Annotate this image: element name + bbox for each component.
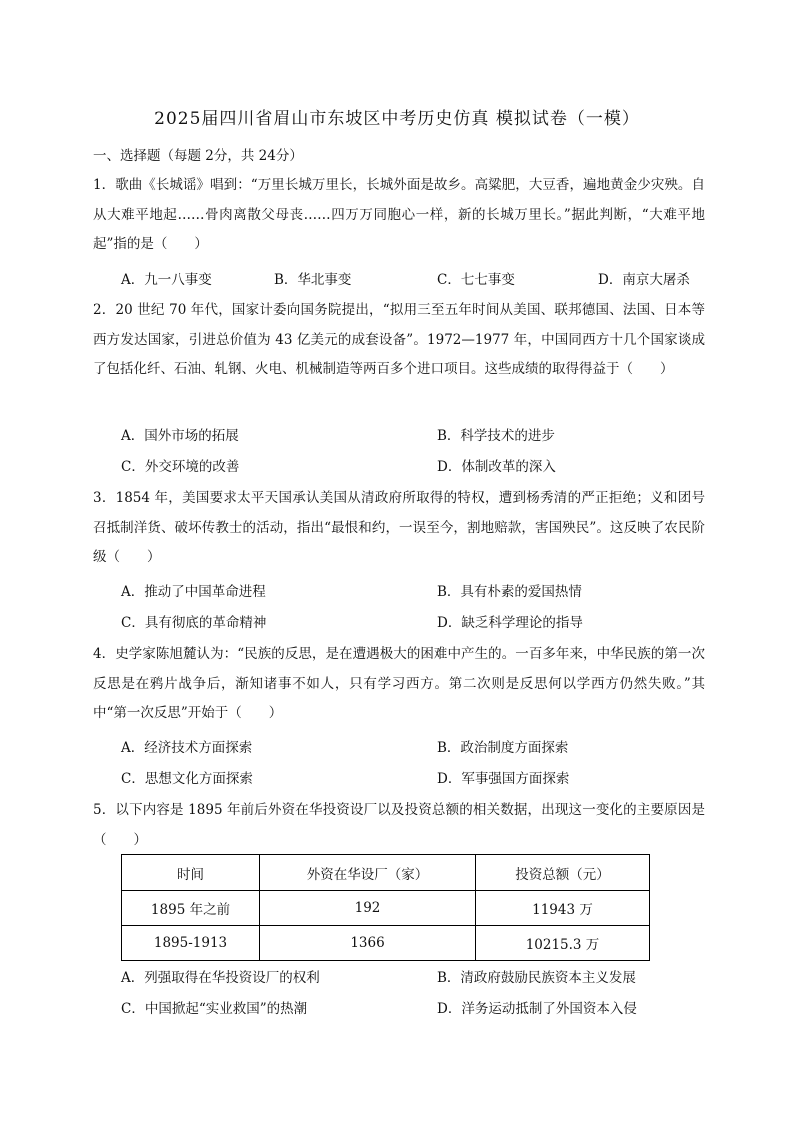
- q5-option-c[interactable]: C．中国掀起“实业救国”的热潮: [121, 1001, 308, 1017]
- q4-option-b[interactable]: B．政治制度方面探索: [437, 740, 569, 756]
- q4-option-a[interactable]: A．经济技术方面探索: [121, 740, 253, 756]
- q2-option-c[interactable]: C．外交环境的改善: [121, 459, 240, 475]
- question-2-stem: 2．20 世纪 70 年代，国家计委向国务院提出，“拟用三至五年时间从美国、联邦德国、法国、日本等西方发达国家，引进总价值为 43 亿美元的成套设备”。1972—1977 年，中国同西方十几个国家谈成了包括化纤、石油、轧钢、火电、机械制造等两百多个进口项目。这些成绩的取得得益于（ ）: [93, 302, 705, 377]
- q3-option-c[interactable]: C．具有彻底的革命精神: [121, 615, 267, 631]
- table-cell: 192: [260, 891, 476, 926]
- q5-option-a[interactable]: A．列强取得在华投资设厂的权利: [121, 970, 320, 986]
- question-4-stem: 4．史学家陈旭麓认为：“民族的反思，是在遭遇极大的困难中产生的。一百多年来，中华民族的第一次反思是在鸦片战争后，渐知诸事不如人，只有学习西方。第二次则是反思何以学西方仍然失败。”其中“第一次反思”开始于（ ）: [93, 646, 705, 721]
- q1-option-c[interactable]: C．七七事变: [437, 272, 515, 288]
- q5-option-b[interactable]: B．清政府鼓励民族资本主义发展: [437, 970, 636, 986]
- q2-option-b[interactable]: B．科学技术的进步: [437, 428, 555, 444]
- q1-option-b[interactable]: B．华北事变: [274, 272, 352, 288]
- table-row: [122, 891, 650, 926]
- exam-title: 2025届四川省眉山市东坡区中考历史仿真 模拟试卷（一模）: [154, 109, 640, 129]
- table-cell: 1895-1913: [122, 926, 260, 961]
- q3-option-a[interactable]: A．推动了中国革命进程: [121, 584, 266, 600]
- table-cell: 10215.3 万: [476, 926, 650, 961]
- q4-option-c[interactable]: C．思想文化方面探索: [121, 771, 253, 787]
- question-1-stem: 1．歌曲《长城谣》唱到：“万里长城万里长，长城外面是故乡。高粱肥，大豆香，遍地黄金少灾殃。自从大难平地起……骨肉离散父母丧……四万万同胞心一样，新的长城万里长。”据此判断，“大难平地起”指的是（ ）: [93, 177, 705, 252]
- q1-option-d[interactable]: D．南京大屠杀: [598, 272, 690, 288]
- table-row: [122, 926, 650, 961]
- table-header-cell: 时间: [122, 855, 260, 891]
- table-header-row: [122, 855, 650, 891]
- q2-option-a[interactable]: A．国外市场的拓展: [121, 428, 239, 444]
- table-header-cell: 投资总额（元）: [476, 855, 650, 891]
- q1-option-a[interactable]: A．九一八事变: [121, 272, 212, 288]
- table-cell: 11943 万: [476, 891, 650, 926]
- q2-option-d[interactable]: D．体制改革的深入: [437, 459, 556, 475]
- table-cell: 1895 年之前: [122, 891, 260, 926]
- q4-option-d[interactable]: D．军事强国方面探索: [437, 771, 570, 787]
- q3-option-d[interactable]: D．缺乏科学理论的指导: [437, 615, 583, 631]
- table-header-cell: 外资在华设厂（家）: [260, 855, 476, 891]
- question-3-stem: 3．1854 年，美国要求太平天国承认美国从清政府所取得的特权，遭到杨秀清的严正拒绝；义和团号召抵制洋货、破坏传教士的活动，指出“最恨和约，一误至今，割地赔款，害国殃民”。这反映了农民阶级（ ）: [93, 490, 705, 565]
- investment-table: [121, 854, 650, 961]
- section-heading: 一、选择题（每题 2分，共 24分）: [93, 148, 303, 164]
- question-5-stem: 5．以下内容是 1895 年前后外资在华投资设厂以及投资总额的相关数据，出现这一变化的主要原因是（ ）: [93, 802, 705, 848]
- q3-option-b[interactable]: B．具有朴素的爱国热情: [437, 584, 582, 600]
- table-cell: 1366: [260, 926, 476, 961]
- q5-option-d[interactable]: D．洋务运动抵制了外国资本入侵: [437, 1001, 637, 1017]
